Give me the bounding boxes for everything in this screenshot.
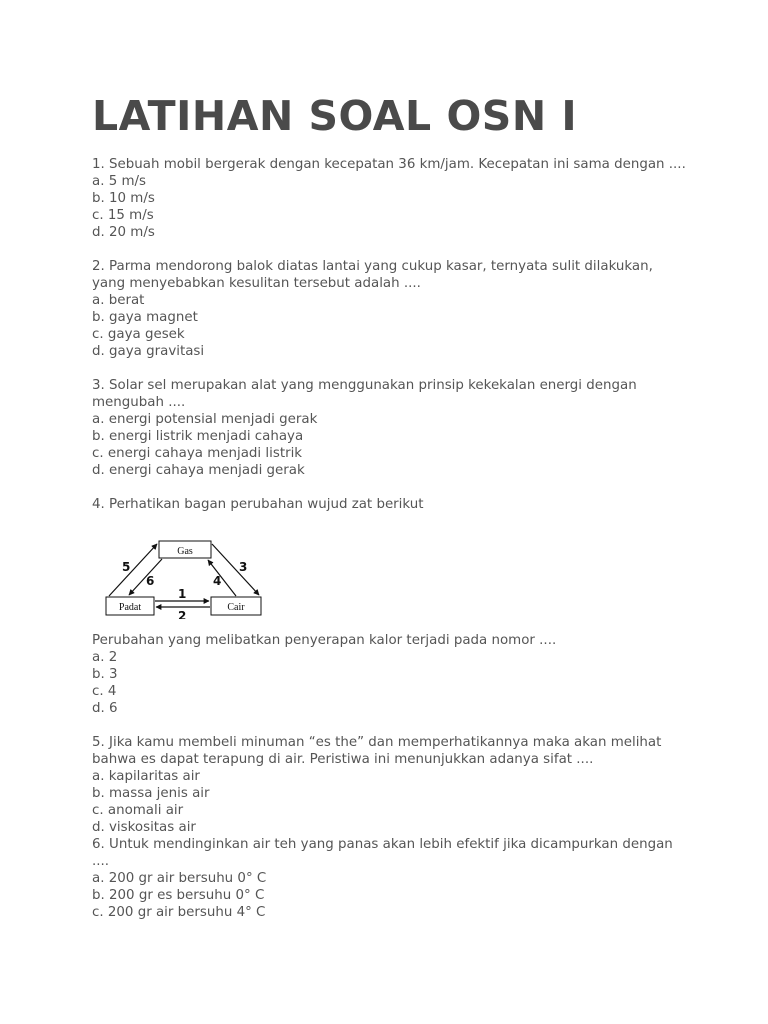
label-5: 5 (122, 560, 131, 574)
option-a: a. energi potensial menjadi gerak (92, 412, 318, 427)
padat-label: Padat (118, 602, 142, 613)
cair-label: Cair (227, 602, 245, 613)
question-1 (92, 156, 692, 241)
phase-change-svg (104, 539, 264, 619)
option-d: d. 6 (92, 701, 118, 716)
question-stem: 4. Perhatikan bagan perubahan wujud zat berikut (92, 497, 424, 512)
label-6: 6 (146, 574, 155, 588)
option-a: a. 200 gr air bersuhu 0° C (92, 871, 267, 886)
option-a: a. 2 (92, 650, 118, 665)
question-stem: 2. Parma mendorong balok diatas lantai yang cukup kasar, ternyata sulit dilakukan, (92, 259, 653, 274)
question-stem: 1. Sebuah mobil bergerak dengan kecepatan 36 km/jam. Kecepatan ini sama dengan .... (92, 157, 686, 172)
question-stem: 5. Jika kamu membeli minuman “es the” dan memperhatikannya maka akan melihat (92, 735, 662, 750)
question-stem-cont: .... (92, 854, 110, 869)
option-d: d. viskositas air (92, 820, 196, 835)
option-b: b. energi listrik menjadi cahaya (92, 429, 304, 444)
option-b: b. massa jenis air (92, 786, 210, 801)
option-d: d. energi cahaya menjadi gerak (92, 463, 305, 478)
option-c: c. 4 (92, 684, 117, 699)
option-c: c. 15 m/s (92, 208, 154, 223)
label-1: 1 (178, 587, 187, 601)
question-2 (92, 258, 692, 360)
option-c: c. energi cahaya menjadi listrik (92, 446, 303, 461)
label-4: 4 (213, 574, 222, 588)
phase-change-diagram (92, 513, 692, 632)
option-b: b. 200 gr es bersuhu 0° C (92, 888, 265, 903)
option-d: d. gaya gravitasi (92, 344, 205, 359)
option-b: b. 3 (92, 667, 118, 682)
question-follow-up: Perubahan yang melibatkan penyerapan kalor terjadi pada nomor .... (92, 633, 557, 648)
page-title: LATIHAN SOAL OSN I (92, 92, 578, 140)
label-2: 2 (178, 609, 187, 619)
question-4 (92, 496, 692, 717)
option-b: b. gaya magnet (92, 310, 198, 325)
option-a: a. berat (92, 293, 145, 308)
gas-label: Gas (177, 546, 193, 557)
option-c: c. 200 gr air bersuhu 4° C (92, 905, 266, 920)
question-stem: 3. Solar sel merupakan alat yang menggunakan prinsip kekekalan energi dengan (92, 378, 637, 393)
questions-content (92, 156, 692, 921)
option-b: b. 10 m/s (92, 191, 155, 206)
question-stem: 6. Untuk mendinginkan air teh yang panas akan lebih efektif jika dicampurkan dengan (92, 837, 673, 852)
option-a: a. kapilaritas air (92, 769, 200, 784)
question-stem-cont: mengubah .... (92, 395, 186, 410)
question-3 (92, 377, 692, 479)
arrow-5 (109, 544, 157, 596)
question-5 (92, 734, 692, 836)
option-d: d. 20 m/s (92, 225, 155, 240)
option-c: c. anomali air (92, 803, 184, 818)
label-3: 3 (239, 560, 248, 574)
question-stem-cont: yang menyebabkan kesulitan tersebut adalah .... (92, 276, 421, 291)
option-c: c. gaya gesek (92, 327, 185, 342)
question-6 (92, 836, 692, 921)
question-stem-cont: bahwa es dapat terapung di air. Peristiwa ini menunjukkan adanya sifat .... (92, 752, 594, 767)
option-a: a. 5 m/s (92, 174, 147, 189)
